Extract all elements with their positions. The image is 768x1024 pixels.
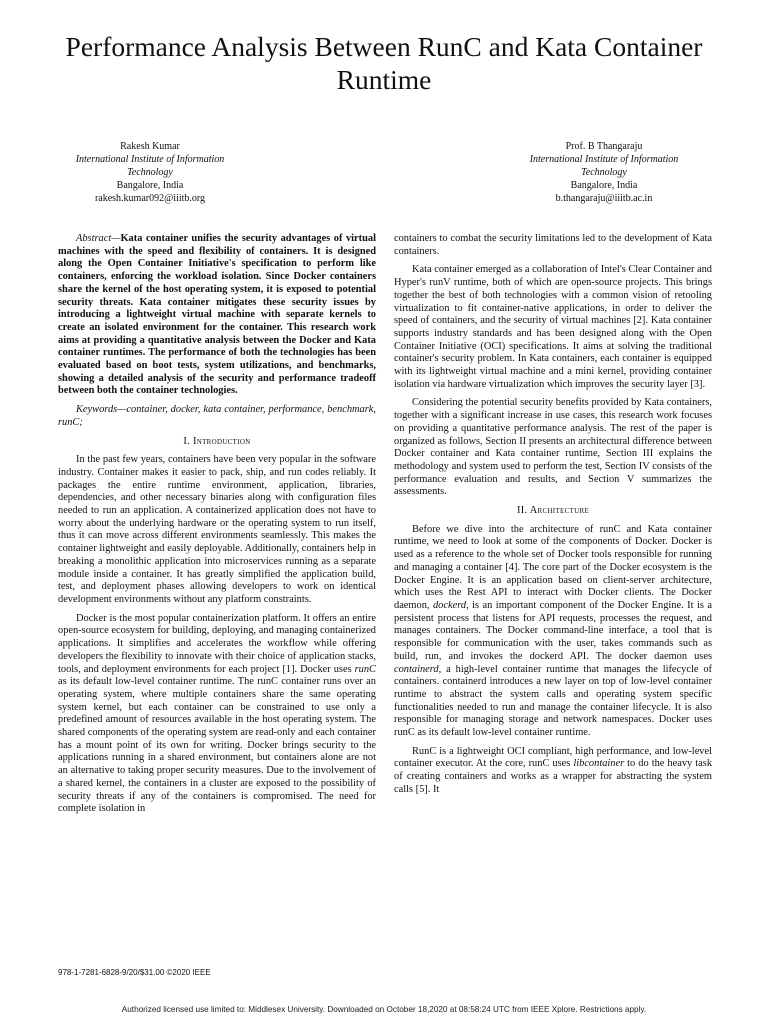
left-column (58, 233, 376, 822)
paragraph: Considering the potential security benefits provided by Kata containers, together with a significant increase in use cases, this research work focuses on providing a quantitative performance analysis. The rest of the paper is organized as follows, Section II presents an architectural difference between Docker container and Kata container runtime, Section III explains the methodology and system used to perform the test, Section IV consists of the performance evaluation and results, and Section V summarizes the assessments. (394, 397, 712, 498)
author-email: rakesh.kumar092@iiitb.org (94, 193, 206, 204)
paragraph: containers to combat the security limitations led to the development of Kata containers. (394, 233, 712, 257)
emphasis: libcontainer (573, 758, 625, 770)
author-email: b.thangaraju@iiitb.ac.in (555, 193, 653, 204)
paper-title: Performance Analysis Between RunC and Kata Container Runtime (65, 31, 703, 95)
author-location: Bangalore, India (570, 180, 638, 191)
section-heading-introduction: I. Introduction (183, 435, 251, 447)
keywords: Keywords—container, docker, kata container, performance, benchmark, runC; (58, 404, 376, 428)
right-column (394, 233, 712, 803)
paragraph: In the past few years, containers have been very popular in the software industry. Container makes it easier to pack, ship, and run codes reliably. It packages the entire runtime environment, application, libraries, dependencies, and other necessary binaries along with configuration files needed to run an application. A containerized application does not have to worry about the underlying hardware or the operating system to run itself, thus it can move across different environments seamlessly. This makes the container lightweight and easily deployable. Additionally, containers help in breaking a monolithic application into microservices running as a separate module inside a container. It has greatly simplified the application build, test, and deployment phases allowing developers to work on identical development environments without any platform constraints. (58, 454, 376, 605)
author-block-1 (30, 140, 270, 205)
abstract-lead: Abstract (76, 233, 112, 244)
author-affiliation-cont: Technology (127, 167, 173, 178)
author-name: Prof. B Thangaraju (565, 141, 643, 152)
author-affiliation: International Institute of Information (75, 154, 225, 165)
paragraph: Before we dive into the architecture of runC and Kata container runtime, we need to look at some of the components of Docker. Docker is used as a reference to the whole set of Docker tools responsible for running and managing a container [4]. The core part of the Docker ecosystem is the Docker Engine. It is an application based on client-server architecture, which uses the Rest API to interact with Docker clients. The Docker daemon, dockerd, is an important component of the Docker Engine. It is a persistent process that listens for API requests, processes the request, and manages containers. The Docker command-line interface, a tool that is responsible for communication with the user, takes commands such as build, run, and invokes the dockerd API. The docker daemon uses containerd, a high-level container runtime that manages the lifecycle of containers. containerd introduces a new layer on top of low-level container runtime to abstract the system calls and operating system specific functionalities needed to run and manage the container lifecycle. It is also responsible for managing storage and network namespaces. Docker uses runC as its default low-level container runtime. (394, 523, 712, 739)
emphasis: containerd (394, 663, 439, 675)
emphasis: runC (354, 663, 376, 675)
abstract: Abstract—Kata container unifies the security advantages of virtual machines with the speed and flexibility of containers. It is designed along the Open Container Initiative's specification to perform like containers, enforcing the workload isolation. Since Docker containers share the kernel of the host operating system, it is exposed to potential security threats. Kata container mitigates these security issues by introducing a lightweight virtual machine with separate kernels to create an isolated environment for the container. This research work aims at providing a quantitative analysis between the Docker and Kata container runtimes. The performance of both the technologies has been evaluated based on boot tests, system utilizations, and benchmarks, showing a detailed analysis of the security and performance tradeoff between both the container technologies. (58, 233, 376, 397)
author-affiliation: International Institute of Information (529, 154, 679, 165)
emphasis: dockerd (432, 599, 467, 611)
author-location: Bangalore, India (116, 180, 184, 191)
author-block-2 (484, 140, 724, 205)
paragraph: Docker is the most popular containerization platform. It offers an entire open-source ecosystem for building, deploying, and managing containerized applications. It simplifies and accelerates the workflow while offering developers the flexibility to innovate with their choice of application stacks, tools, and deployment environments for each project [1]. Docker uses runC as its default low-level container runtime. The runC container runs over an operating system, where multiple containers share the same operating system kernel, but each container can be constrained to use only a predefined amount of resources available in the host operating system. The shared components of the operating system are read-only and each container has a mount point of its own for writing. Docker brings security to the applications running in a shared environment, but containers alone are not an alternative to taking proper security measures. Due to the involvement of a shared kernel, the containers in a cluster are exposed to the possibility of security threats if any of the containers is compromised. The need for complete isolation in (58, 612, 376, 815)
paragraph: RunC is a lightweight OCI compliant, high performance, and low-level container executor. At the core, runC uses libcontainer to do the heavy task of creating containers and works as a wrapper for abstracting the system calls [5]. It (394, 745, 713, 795)
license-footer: Authorized licensed use limited to: Middlesex University. Downloaded on October 18,2020 at 08:58:24 UTC from IEEE Xplore. Restrictions apply. (121, 1005, 647, 1014)
section-heading-architecture: II. Architecture (516, 505, 590, 517)
author-name: Rakesh Kumar (120, 141, 180, 152)
copyright-notice: 978-1-7281-6828-9/20/$31.00 ©2020 IEEE (58, 968, 211, 977)
abstract-text: Kata container unifies the security advantages of virtual machines with the speed and flexibility of containers. It is designed along the Open Container Initiative's specification to perform like containers, enforcing the workload isolation. Since Docker containers share the kernel of the host operating system, it is exposed to potential security threats. Kata container mitigates these security issues by introducing a lightweight virtual machine with separate kernels to create an isolated environment for the container. This research work aims at providing a quantitative analysis between the Docker and Kata container runtimes. The performance of both the technologies has been evaluated based on boot tests, system utilizations, and benchmarks, showing a detailed analysis of the security and performance tradeoff between both the container technologies. (58, 233, 376, 397)
author-affiliation-cont: Technology (581, 167, 627, 178)
paragraph: Kata container emerged as a collaboration of Intel's Clear Container and Hyper's runV runtime, both of which are open-source projects. This brings together the best of both technologies with a common vision of retooling virtualization to fit container-native applications, in order to deliver the speed of containers, and the security of virtual machines [2]. Kata container supports industry standards and has been designed along with the Open Container Initiative (OCI) specifications. It aims at solving the traditional container's security problem. In Kata containers, each container is equipped with its lightweight virtual machine and a mini kernel, providing container isolation via hardware virtualization which improves the security layer [3]. (394, 264, 713, 390)
